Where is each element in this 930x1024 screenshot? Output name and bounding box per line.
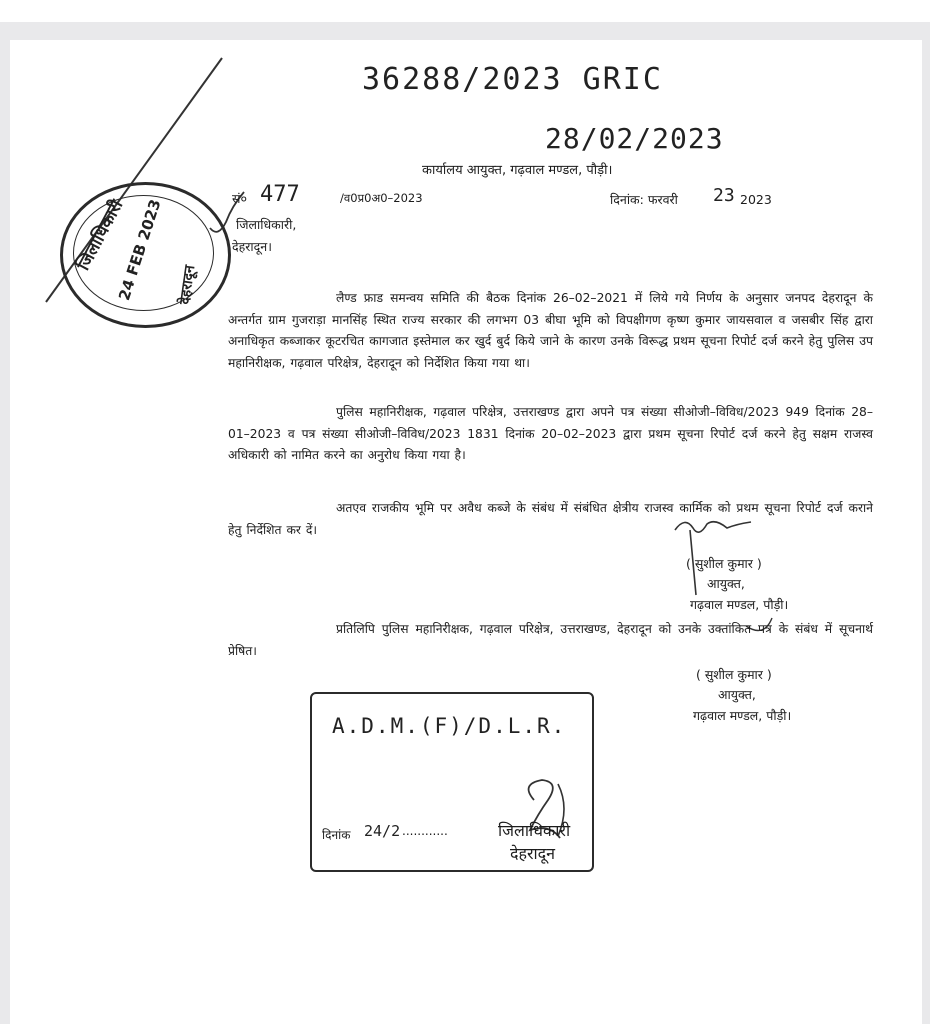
marking-box-stamp	[310, 692, 594, 872]
copy-to-text: प्रतिलिपि पुलिस महानिरीक्षक, गढ़वाल परिक्षेत्र, उत्तराखण्ड, देहरादून को उनके उक्तांकित पत्र के संबंध में सूचनार्थ प्रेषित।	[228, 622, 873, 658]
top-white-strip	[0, 0, 930, 22]
box-date-value: 24/2	[364, 822, 401, 840]
handwritten-receipt-date: 28/02/2023	[545, 122, 724, 155]
stamp-text-bottom: देहरादून	[176, 264, 199, 306]
received-stamp	[60, 182, 231, 328]
letter-number-suffix: /व0प्र0अ0–2023	[340, 191, 423, 205]
paragraph-1: लैण्ड फ्राड समन्वय समिति की बैठक दिनांक 26–02–2021 में लिये गये निर्णय के अनुसार जनपद देहरादून के अन्तर्गत ग्राम गुजराड़ा मानसिंह स्थित राज्य सरकार की लगभग 03 बीघा भूमि को विपक्षीगण कृष्ण कुमार जायसवाल व जसबीर सिंह द्वारा अनाधिकृत कब्जाकर कूटरचित कागजात इस्तेमाल कर खुर्द बुर्द किये जाने के कारण उनके विरूद्ध प्रथम सूचना रिपोर्ट दर्ज करने हेतु पुलिस उप महानिरीक्षक, गढ़वाल परिक्षेत्र, देहरादून को निर्देशित किया गया था।	[228, 291, 873, 370]
box-marking-handwritten: A.D.M.(F)/D.L.R.	[332, 714, 567, 738]
letter-number-handwritten: 477	[260, 182, 300, 207]
paragraph-3: अतएव राजकीय भूमि पर अवैध कब्जे के संबंध में संबंधित क्षेत्रीय राजस्व कार्मिक को प्रथम सूचना रिपोर्ट दर्ज कराने हेतु निर्देशित कर दें।	[228, 501, 873, 537]
signature1-name: ( सुशील कुमार )	[686, 556, 762, 571]
addressee-line2: देहरादून।	[232, 239, 272, 254]
handwritten-receipt-number: 36288/2023 GRIC	[362, 62, 663, 97]
box-office-name: जिलाधिकारी	[498, 821, 571, 840]
stamp-date: 24 FEB 2023	[115, 197, 165, 303]
document-page	[10, 40, 922, 1024]
signature1-office: गढ़वाल मण्डल, पौड़ी।	[690, 597, 789, 612]
paragraph-2: पुलिस महानिरीक्षक, गढ़वाल परिक्षेत्र, उत्तराखण्ड द्वारा अपने पत्र संख्या सीओजी–विविध/2023 949 दिनांक 28–01–2023 व पत्र संख्या सीओजी–विविध/2023 1831 दिनांक 20–02–2023 द्वारा प्रथम सूचना रिपोर्ट दर्ज करने हेतु सक्षम राजस्व अधिकारी को नामित करने का अनुरोध किया गया है।	[228, 405, 873, 462]
signature2-name: ( सुशील कुमार )	[696, 667, 772, 682]
box-date-dots: ............	[402, 824, 448, 838]
office-title: कार्यालय आयुक्त, गढ़वाल मण्डल, पौड़ी।	[422, 163, 613, 178]
box-date-label: दिनांक	[322, 828, 351, 842]
box-city-name: देहरादून	[510, 844, 556, 863]
letter-date-handwritten: 23	[713, 185, 735, 206]
letter-date-year: 2023	[740, 192, 772, 207]
signature2-title: आयुक्त,	[718, 687, 756, 702]
signature1-title: आयुक्त,	[707, 576, 745, 591]
letter-number-prefix: सं०	[232, 191, 247, 206]
letter-date-label: दिनांक: फरवरी	[610, 192, 678, 207]
signature2-office: गढ़वाल मण्डल, पौड़ी।	[693, 708, 792, 723]
stamp-text-top: जिलाधिकारी	[73, 196, 128, 274]
addressee-line1: जिलाधिकारी,	[236, 217, 297, 232]
